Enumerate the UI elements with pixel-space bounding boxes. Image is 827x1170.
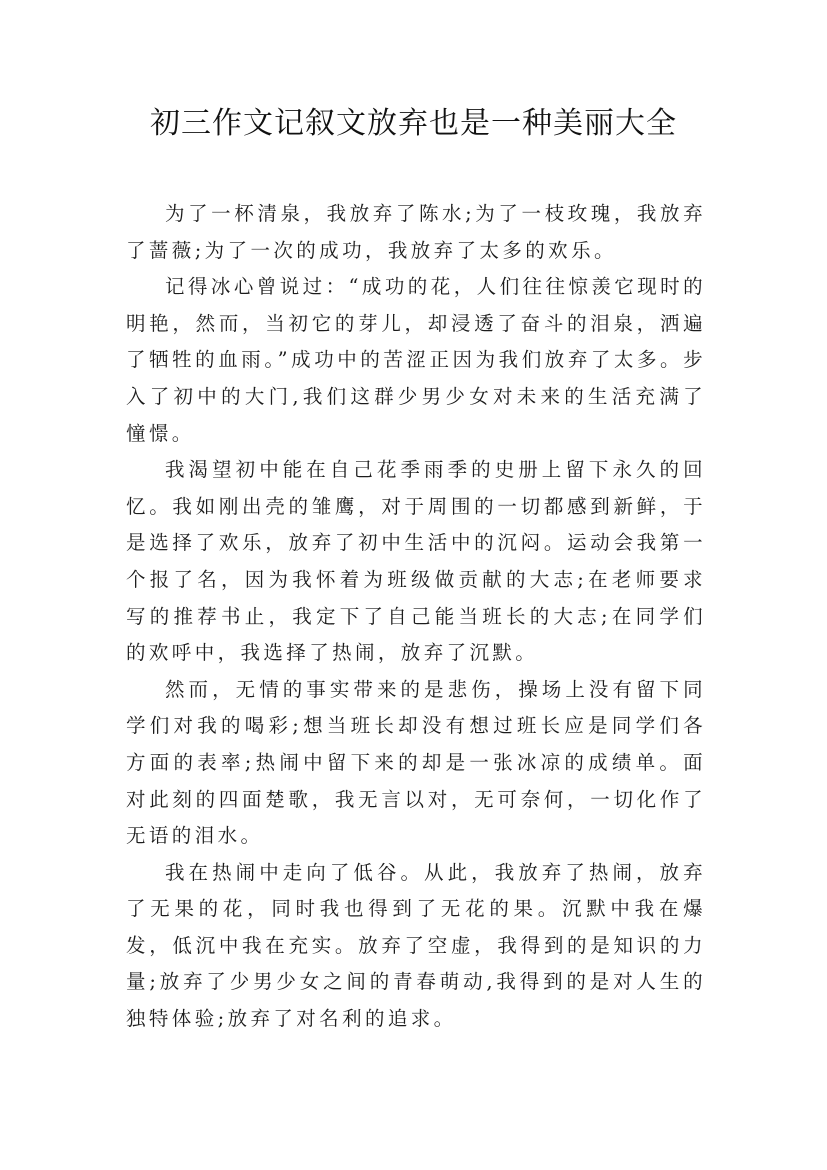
paragraph: 我渴望初中能在自己花季雨季的史册上留下永久的回忆。我如刚出壳的雏鹰，对于周围的一切都感到新鲜，于是选择了欢乐，放弃了初中生活中的沉闷。运动会我第一个报了名，因为我怀着为班级做贡献的大志;在老师要求写的推荐书止，我定下了自己能当班长的大志;在同学们的欢呼中，我选择了热闹，放弃了沉默。 <box>126 458 706 665</box>
paragraph: 然而，无情的事实带来的是悲伤，操场上没有留下同学们对我的喝彩;想当班长却没有想过班长应是同学们各方面的表率;热闹中留下来的却是一张冰凉的成绩单。面对此刻的四面楚歌，我无言以对，无可奈何，一切化作了无语的泪水。 <box>126 677 706 848</box>
article-body <box>126 196 706 1038</box>
paragraph: 我在热闹中走向了低谷。从此，我放弃了热闹，放弃了无果的花，同时我也得到了无花的果。沉默中我在爆发，低沉中我在充实。放弃了空虚，我得到的是知识的力量;放弃了少男少女之间的青春萌动,我得到的是对人生的独特体验;放弃了对名利的追求。 <box>126 860 706 1031</box>
paragraph: 记得冰心曾说过：“成功的花，人们往往惊羡它现时的明艳，然而，当初它的芽儿，却浸透了奋斗的泪泉，洒遍了牺牲的血雨。”成功中的苦涩正因为我们放弃了太多。步入了初中的大门,我们这群少男少女对未来的生活充满了憧憬。 <box>126 275 706 445</box>
paragraph: 为了一杯清泉，我放弃了陈水;为了一枝玫瑰，我放弃了蔷薇;为了一次的成功，我放弃了太多的欢乐。 <box>126 202 706 262</box>
page-title: 初三作文记叙文放弃也是一种美丽大全 <box>150 106 677 141</box>
